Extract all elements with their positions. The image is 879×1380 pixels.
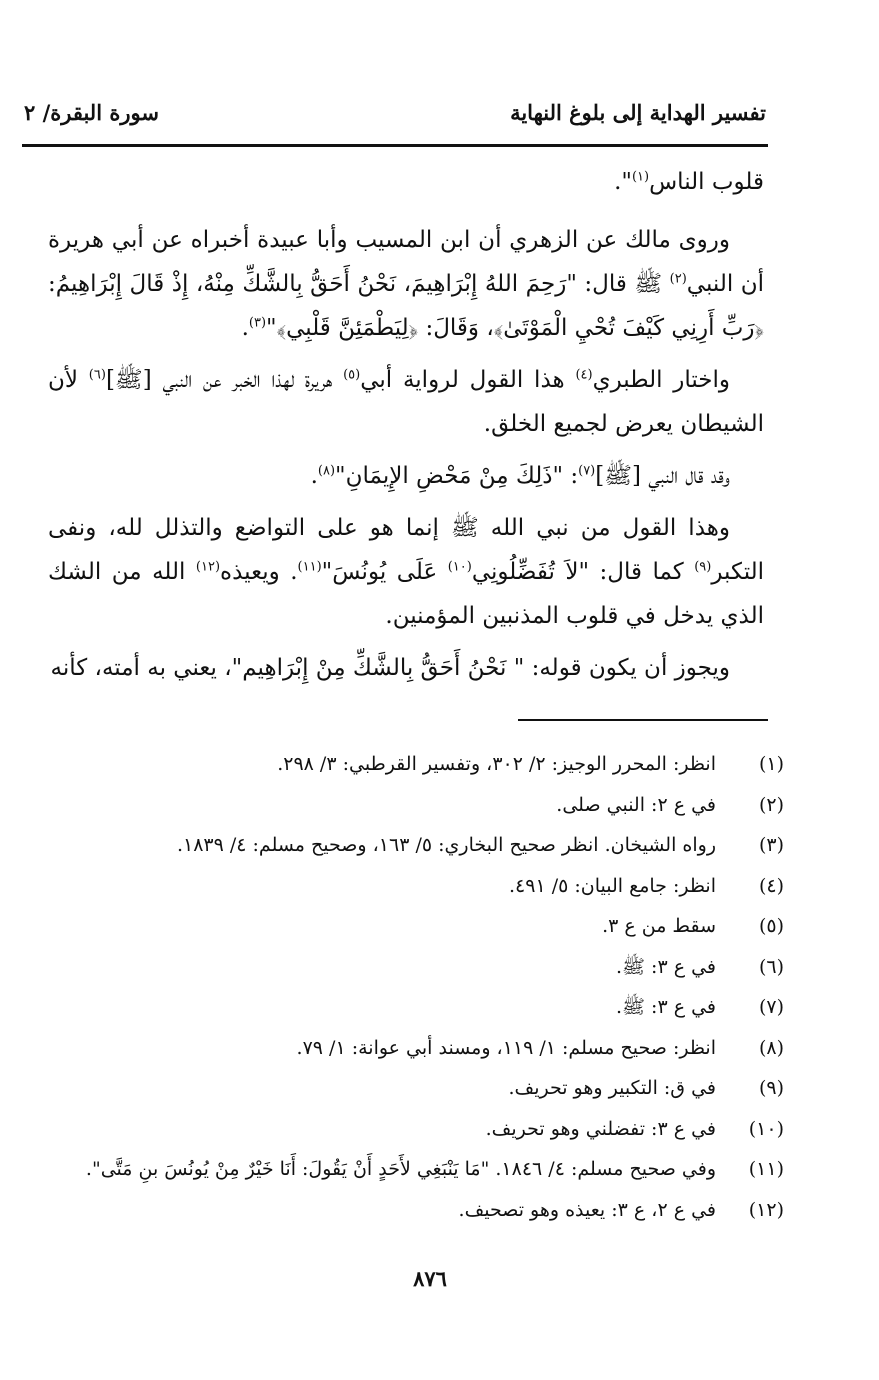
footnote-7 bbox=[40, 987, 784, 1028]
footnote-text: في ع ٣: تفضلني وهو تحريف. bbox=[485, 1117, 716, 1140]
footnote-ref-9: (٩) bbox=[694, 559, 712, 575]
footnote-number: (٥) bbox=[758, 915, 784, 937]
footnote-separator bbox=[518, 719, 768, 721]
footnote-number: (١١) bbox=[748, 1158, 784, 1180]
footnote-11 bbox=[40, 1149, 784, 1190]
footnote-ref-6: (٦) bbox=[88, 367, 106, 383]
paragraph-3: واختار الطبري$^{(٤)}$ هذا القول لرواية أبي$^{(٥)}$ هريرة لهذا الخبر عن النبي [ﷺ]$^{(٦)}$ لأن الشيطان يعرض لجميع الخلق. bbox=[48, 367, 764, 437]
footnote-5 bbox=[40, 906, 784, 947]
footnote-ref-4: (٤) bbox=[575, 367, 593, 383]
surah-label: سورة البقرة/ ٢ bbox=[24, 100, 159, 125]
footnote-number: (٧) bbox=[758, 996, 784, 1018]
footnote-number: (٦) bbox=[758, 955, 784, 978]
paragraph-4: وقد قال النبي [ﷺ]$^{(٧)}$: "ذَلِكَ مِنْ مَحْضِ الإِيمَانِ"$^{(٨)}$. bbox=[310, 463, 730, 489]
footnote-ref-7: (٧) bbox=[578, 463, 596, 479]
footnote-text: وفي صحيح مسلم: ٤/ ١٨٤٦. "مَا يَنْبَغِي لأَحَدٍ أَنْ يَقُولَ: أَنَا خَيْرٌ مِنْ يُونُسَ بنِ مَتَّى". bbox=[85, 1158, 716, 1180]
book-title: تفسير الهداية إلى بلوغ النهاية bbox=[510, 100, 766, 125]
footnote-6 bbox=[40, 947, 784, 988]
footnote-text: في ق: التكبير وهو تحريف. bbox=[508, 1077, 716, 1099]
main-text bbox=[48, 160, 764, 698]
footnote-text: انظر: صحيح مسلم: ١/ ١١٩، ومسند أبي عوانة: ١/ ٧٩. bbox=[296, 1036, 716, 1059]
footnote-ref-12: (١٢) bbox=[195, 559, 221, 575]
footnote-10 bbox=[40, 1109, 784, 1150]
footnote-text: في ع ٢: النبي صلى. bbox=[556, 793, 716, 816]
paragraph-6: ويجوز أن يكون قوله: " نَحْنُ أَحَقُّ بِالشَّكِّ مِنْ إِبْرَاهِيم"، يعني به أمته، كأنه bbox=[50, 655, 730, 681]
footnote-3 bbox=[40, 825, 784, 866]
footnote-1 bbox=[40, 744, 784, 785]
footnote-number: (٣) bbox=[758, 834, 784, 856]
footnote-ref-11: (١١) bbox=[297, 559, 322, 575]
page-number: ٨٧٦ bbox=[413, 1266, 447, 1291]
footnote-ref-5: (٥) bbox=[343, 367, 361, 383]
footnote-ref-8: (٨) bbox=[317, 463, 336, 479]
footnote-number: (٢) bbox=[758, 793, 784, 816]
footnote-text: رواه الشيخان. انظر صحيح البخاري: ٥/ ١٦٣، وصحيح مسلم: ٤/ ١٨٣٩. bbox=[176, 834, 716, 856]
footnote-number: (٤) bbox=[758, 874, 784, 897]
footnote-number: (١٢) bbox=[748, 1198, 784, 1221]
header-rule bbox=[22, 144, 768, 147]
footnote-ref-2: (٢) bbox=[669, 271, 687, 287]
footnote-text: انظر: المحرر الوجيز: ٢/ ٣٠٢، وتفسير القرطبي: ٣/ ٢٩٨. bbox=[277, 753, 716, 775]
footnote-number: (٩) bbox=[758, 1077, 784, 1099]
running-header bbox=[24, 96, 766, 136]
footnote-text: في ع ٣: ﷺ. bbox=[616, 955, 716, 978]
paragraph-5: وهذا القول من نبي الله ﷺ إنما هو على التواضع والتذلل لله، ونفى التكبر$^{(٩)}$ كما قال: "لاَ تُفَضِّلُونِي$^{(١٠)}$ عَلَى يُونُسَ"$^{(١١)}$. ويعيذه$^{(١٢)}$ الله من الشك الذي يدخل في قلوب المذنبين المؤمنين. bbox=[48, 515, 765, 629]
paragraph-2: وروى مالك عن الزهري أن ابن المسيب وأبا عبيدة أخبراه عن أبي هريرة أن النبي$^{(٢)}$ ﷺ قال: "رَحِمَ اللهُ إِبْرَاهِيمَ، نَحْنُ أَحَقُّ بِالشَّكِّ مِنْهُ، إِذْ قَالَ إِبْرَاهِيمُ: ﴿رَبِّ أَرِنِي كَيْفَ تُحْيِ الْمَوْتَىٰ﴾، وَقَالَ: ﴿لِيَطْمَئِنَّ قَلْبِي﴾"$^{(٣)}$. bbox=[48, 227, 765, 341]
footnote-8 bbox=[40, 1028, 784, 1069]
footnote-2 bbox=[40, 785, 784, 826]
footnote-text: في ع ٢، ع ٣: يعيذه وهو تصحيف. bbox=[458, 1198, 716, 1221]
footnote-ref-10: (١٠) bbox=[447, 559, 472, 575]
footnote-9 bbox=[40, 1068, 784, 1109]
footnote-number: (٨) bbox=[758, 1036, 784, 1059]
footnote-text: سقط من ع ٣. bbox=[602, 915, 716, 937]
footnote-text: في ع ٣: ﷺ. bbox=[616, 996, 716, 1018]
footnote-4 bbox=[40, 866, 784, 907]
footnote-12 bbox=[40, 1190, 784, 1231]
footnote-ref-3: (٣) bbox=[248, 315, 267, 331]
footnote-text: انظر: جامع البيان: ٥/ ٤٩١. bbox=[508, 874, 716, 897]
paragraph-1: قلوب الناس$^{(١)}$". bbox=[614, 169, 764, 195]
footnotes-list bbox=[40, 744, 784, 1230]
footnote-number: (١٠) bbox=[748, 1117, 784, 1140]
footnote-number: (١) bbox=[758, 753, 784, 775]
footnote-ref-1: (١) bbox=[631, 169, 650, 185]
